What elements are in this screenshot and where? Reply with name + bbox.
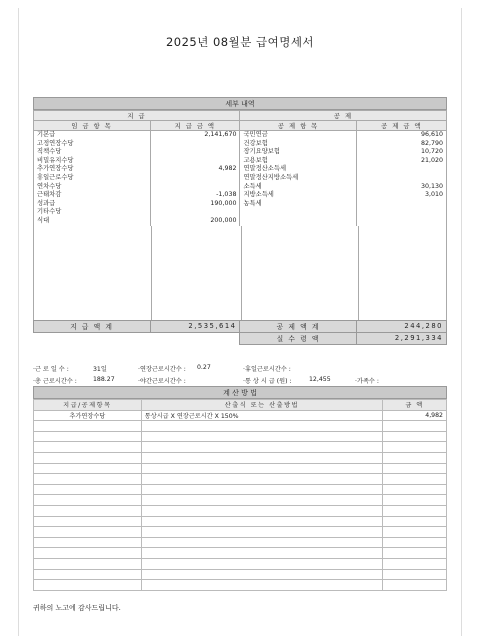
calc-row [34,580,447,591]
detail-row [34,208,447,217]
total-hours-value: 188.27 [93,376,115,383]
calc-amount [383,516,447,527]
pay-item-label: 성과급 [37,199,56,207]
deduct-item-value: 82,790 [357,140,447,149]
pay-item-label: 기본급 [37,131,56,138]
deduct-item-label: 국민연금 [240,131,357,140]
calc-row [34,410,447,421]
calc-method [141,495,382,506]
family-label: ·가족수 : [355,378,379,385]
calc-amount [383,421,447,432]
pay-total-label: 지 급 액 계 [34,320,151,332]
deduct-total-label: 공 제 액 계 [240,320,357,332]
calc-row [34,431,447,442]
deduct-item-label: 지방소득세 [240,191,357,200]
deduct-item-col: 공 제 항 목 [240,121,357,131]
calc-method [141,527,382,538]
deduct-item-label: 연말정산지방소득세 [240,174,357,183]
pay-item-label: 근태차감 [37,191,62,199]
calc-amount [383,558,447,569]
detail-body [33,131,447,226]
calc-method [141,442,382,453]
calc-row [34,442,447,453]
calc-method [141,421,382,432]
calc-item [34,463,142,474]
calc-amount [383,431,447,442]
detail-row [34,200,447,209]
deduct-item-label: 농특세 [240,200,357,209]
calc-method [141,580,382,591]
calc-method [141,431,382,442]
calc-item [34,537,142,548]
pay-item-value: -1,038 [150,191,240,200]
net-pay-label: 실 수 령 액 [240,332,357,344]
holiday-hours-label: ·휴일근로시간수 : [243,366,291,373]
deduct-item-value: 96,610 [357,131,447,140]
calc-row [34,452,447,463]
deduct-item-label: 장기요양보험 [240,148,357,157]
deduct-item-label [240,217,357,226]
pay-item-label: 식대 [37,216,50,224]
pay-item-value: 190,000 [150,200,240,209]
calc-item [34,442,142,453]
detail-row [34,165,447,174]
calc-item [34,569,142,580]
pay-item-value: 4,982 [150,165,240,174]
calc-item [34,421,142,432]
calc-method [141,463,382,474]
ext-hours-value: 0.27 [197,364,211,371]
detail-row [34,131,447,140]
hourly-wage-value: 12,455 [309,376,331,383]
calc-amount [383,505,447,516]
pay-item-value [150,208,240,217]
page-title: 2025년 08월분 급여명세서 [165,35,315,49]
calc-row [34,569,447,580]
calc-row [34,516,447,527]
calc-amount [383,495,447,506]
pay-item-label: 기타수당 [37,208,62,216]
calc-amount [383,463,447,474]
calc-amount: 4,982 [383,410,447,421]
calc-amount [383,580,447,591]
calc-row [34,463,447,474]
pay-item-value: 2,141,670 [150,131,240,140]
deduct-item-value [357,217,447,226]
calc-row [34,505,447,516]
calc-method [141,505,382,516]
pay-item-label: 추가연장수당 [37,165,74,173]
calc-amount [383,474,447,485]
deduct-item-label [240,208,357,217]
calc-item [34,452,142,463]
calc-row [34,558,447,569]
detail-header: 세부 내역 [33,97,447,110]
detail-row [34,157,447,166]
deduct-item-value: 21,020 [357,157,447,166]
calc-method [141,548,382,559]
pay-item-col: 임 금 항 목 [34,121,151,131]
calc-col-item: 지급/공제항목 [34,400,142,411]
calc-amount [383,442,447,453]
pay-item-value [150,148,240,157]
deduct-item-value [357,165,447,174]
calc-method [141,452,382,463]
pay-item-label: 연차수당 [37,182,62,190]
deduct-item-label: 연말정산소득세 [240,165,357,174]
pay-group-header: 지 급 [34,111,240,121]
calc-row [34,484,447,495]
calc-method [141,537,382,548]
deduct-item-value: 10,720 [357,148,447,157]
calc-item [34,558,142,569]
pay-item-value [150,140,240,149]
calc-method: 통상시급 X 연장근로시간 X 150% [141,410,382,421]
detail-row [34,140,447,149]
calc-header: 계 산 방 법 [33,386,447,399]
work-days-value: 31일 [93,366,107,373]
total-hours-label: ·총 근로시간수 : [33,378,77,385]
deduct-total-value: 244,280 [357,320,447,332]
net-pay-value: 2,291,334 [357,332,447,344]
pay-item-value: 200,000 [150,217,240,226]
calc-item [34,484,142,495]
calc-row [34,474,447,485]
calc-item [34,474,142,485]
detail-row [34,183,447,192]
detail-row [34,148,447,157]
pay-total-value: 2,535,614 [150,320,240,332]
pay-item-label: 고정연장수당 [37,139,74,147]
calc-amount [383,548,447,559]
pay-amount-col: 지 급 금 액 [150,121,240,131]
calc-row [34,537,447,548]
deduct-item-value: 3,010 [357,191,447,200]
deduct-item-value [357,200,447,209]
calc-method [141,484,382,495]
calc-amount [383,484,447,495]
deduct-item-label: 고용보험 [240,157,357,166]
detail-row [34,217,447,226]
calc-amount [383,569,447,580]
calc-amount [383,452,447,463]
calc-row [34,527,447,538]
work-info [33,364,447,388]
pay-item-label: 직책수당 [37,148,62,156]
deduct-item-label: 소득세 [240,183,357,192]
pay-item-label: 비밀유지수당 [37,156,74,164]
calc-item [34,495,142,506]
calc-item: 추가연장수당 [34,410,142,421]
pay-item-value [150,183,240,192]
deduct-item-value [357,174,447,183]
calc-method [141,516,382,527]
calc-col-method: 산출식 또는 산출방법 [141,400,382,411]
detail-section [33,97,447,345]
calc-item [34,431,142,442]
calc-method [141,569,382,580]
calc-item [34,580,142,591]
detail-row [34,174,447,183]
work-days-label: ·근 로 일 수 : [33,366,69,373]
calc-row [34,495,447,506]
calc-item [34,527,142,538]
calc-section [33,386,447,591]
deduct-amount-col: 공 제 금 액 [357,121,447,131]
pay-item-value [150,157,240,166]
calc-method [141,474,382,485]
pay-item-value [150,174,240,183]
calc-amount [383,537,447,548]
calc-row [34,421,447,432]
detail-filler [33,226,447,320]
calc-row [34,548,447,559]
calc-col-amount: 금 액 [383,400,447,411]
deduct-item-label: 건강보험 [240,140,357,149]
calc-method [141,558,382,569]
deduct-item-value [357,208,447,217]
deduct-group-header: 공 제 [240,111,447,121]
night-hours-label: ·야간근로시간수 : [138,378,186,385]
calc-item [34,505,142,516]
deduct-item-value: 30,130 [357,183,447,192]
calc-table [33,399,447,591]
detail-row [34,191,447,200]
calc-amount [383,527,447,538]
pay-item-label: 휴일근로수당 [37,173,74,181]
calc-item [34,548,142,559]
ext-hours-label: ·연장근로시간수 : [138,366,186,373]
calc-item [34,516,142,527]
footer-note: 귀하의 노고에 감사드립니다. [33,604,121,612]
hourly-wage-label: ·통 상 시 급 (원) : [243,378,292,385]
